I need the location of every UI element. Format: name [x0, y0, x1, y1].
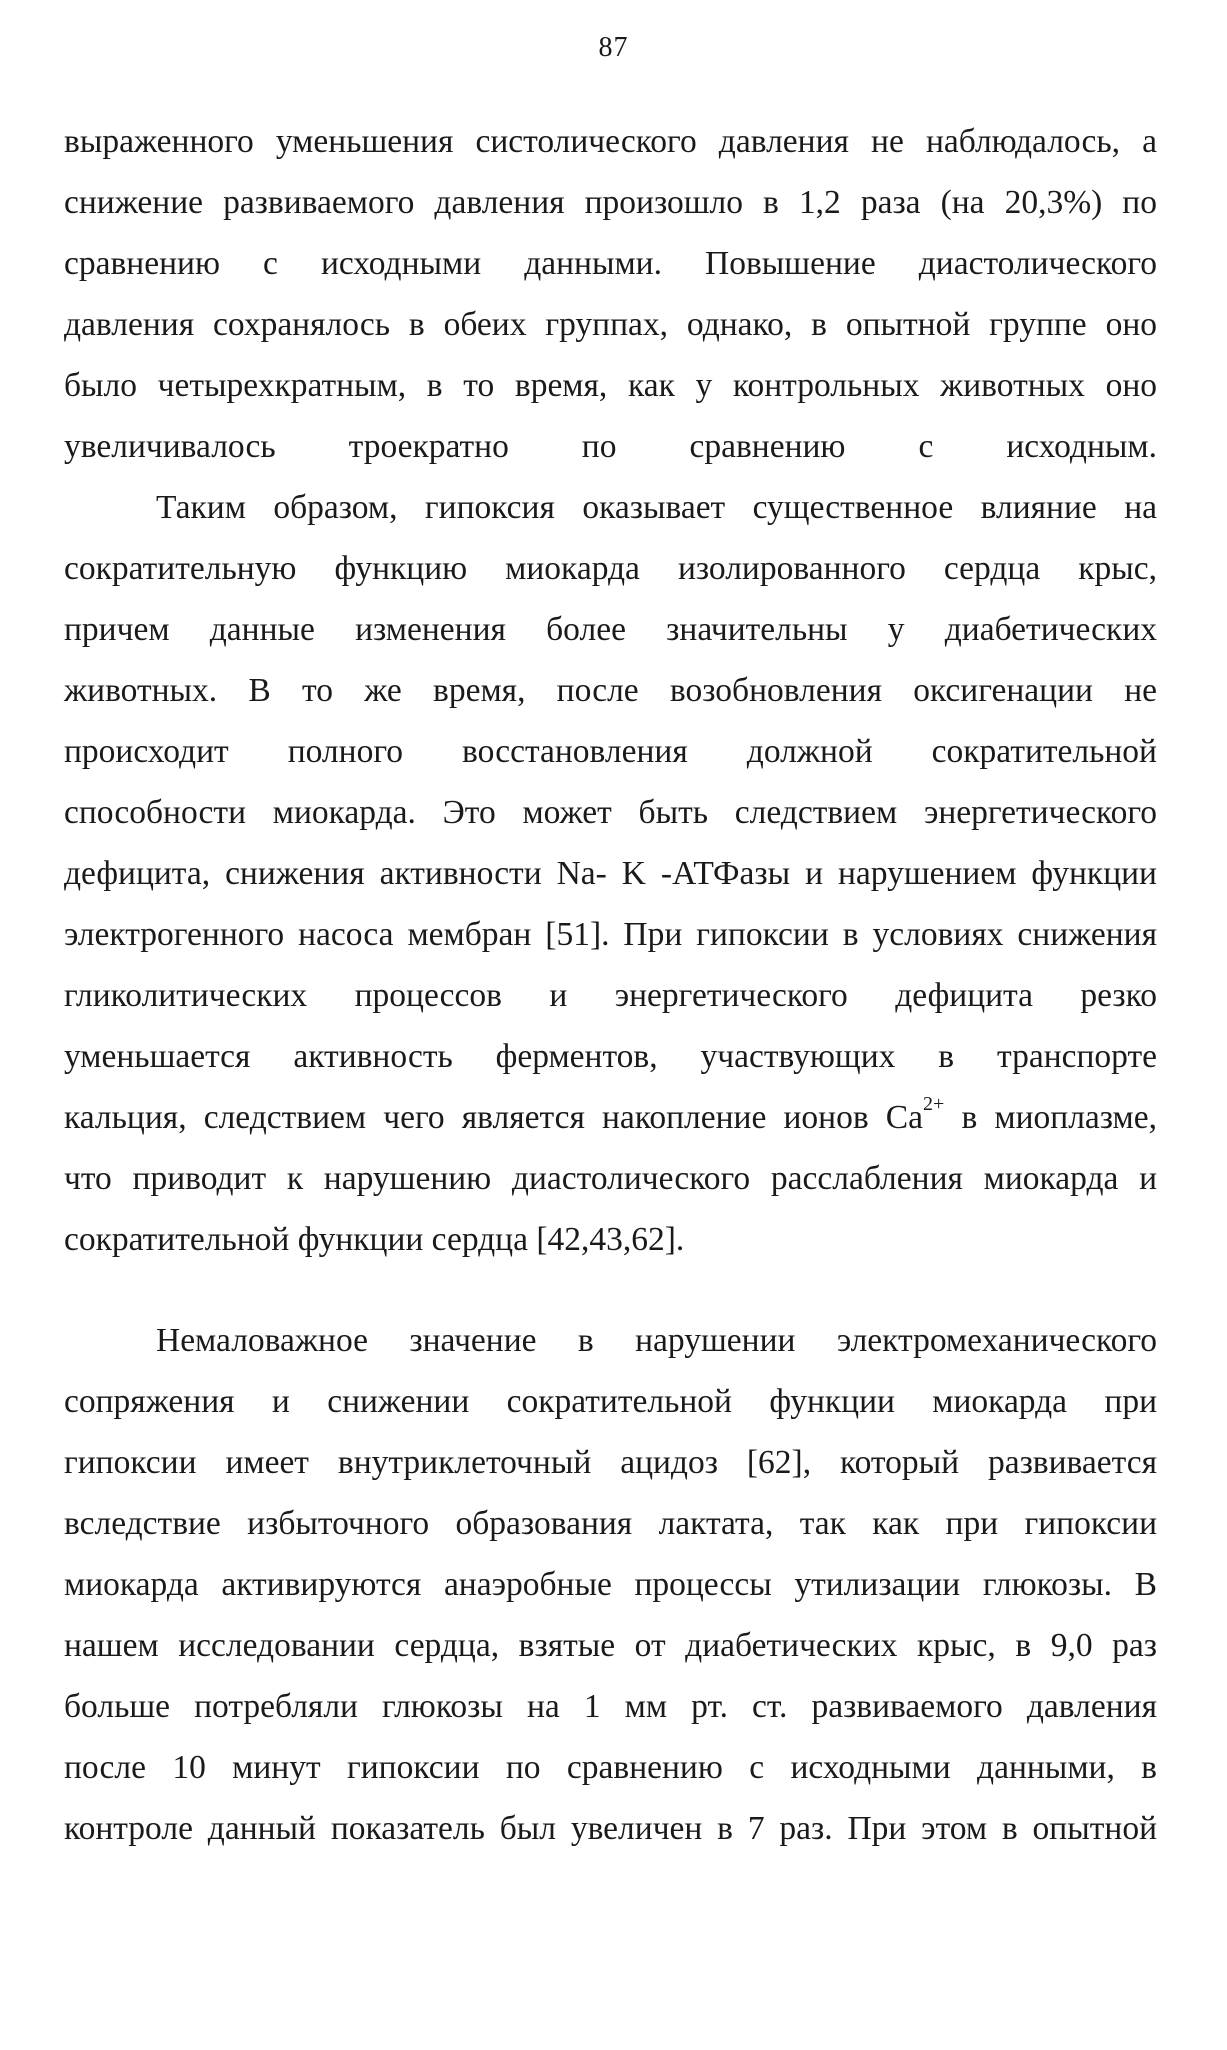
text-line: уменьшается активность ферментов, участвующих в транспорте: [64, 1038, 1157, 1075]
text-line: животных. В то же время, после возобновления оксигенации не: [64, 672, 1157, 709]
text-line: увеличивалось троекратно по сравнению с исходным.: [64, 428, 1157, 465]
text-line: гликолитических процессов и энергетического дефицита резко: [64, 977, 1157, 1014]
text-line: выраженного уменьшения систолического давления не наблюдалось, а: [64, 123, 1157, 160]
text-line: гипоксии имеет внутриклеточный ацидоз [62], который развивается: [64, 1444, 1157, 1481]
text-line: после 10 минут гипоксии по сравнению с исходными данными, в: [64, 1749, 1157, 1786]
text-line: причем данные изменения более значительны у диабетических: [64, 611, 1157, 648]
text-line: было четырехкратным, в то время, как у контрольных животных оно: [64, 367, 1157, 404]
text-line: дефицита, снижения активности Na- K -АТФазы и нарушением функции: [64, 855, 1157, 892]
page-number: 87: [598, 32, 629, 63]
calcium-charge-superscript: 2+: [923, 1093, 945, 1115]
text-line: сократительную функцию миокарда изолированного сердца крыс,: [64, 550, 1157, 587]
main-text-bottom: [64, 1310, 1157, 1859]
text-line: способности миокарда. Это может быть следствием энергетического: [64, 794, 1157, 831]
text-line: сравнению с исходными данными. Повышение диастолического: [64, 245, 1157, 282]
calcium-text-before: кальция, следствием чего является накопление ионов Ca: [64, 1099, 924, 1136]
text-line: контроле данный показатель был увеличен в 7 раз. При этом в опытной: [64, 1810, 1157, 1847]
main-text-top: [64, 111, 1157, 1270]
text-line: давления сохранялось в обеих группах, однако, в опытной группе оно: [64, 306, 1157, 343]
text-line: вследствие избыточного образования лактата, так как при гипоксии: [64, 1505, 1157, 1542]
text-line: нашем исследовании сердца, взятые от диабетических крыс, в 9,0 раз: [64, 1627, 1157, 1664]
text-line: сопряжения и снижении сократительной функции миокарда при: [64, 1383, 1157, 1420]
text-line: что приводит к нарушению диастолического расслабления миокарда и: [64, 1160, 1157, 1197]
text-line: снижение развиваемого давления произошло в 1,2 раза (на 20,3%) по: [64, 184, 1157, 221]
text-line: происходит полного восстановления должной сократительной: [64, 733, 1157, 770]
text-line: электрогенного насоса мембран [51]. При гипоксии в условиях снижения: [64, 916, 1157, 953]
text-line: Таким образом, гипоксия оказывает существенное влияние на: [156, 489, 1157, 526]
text-line: сократительной функции сердца [42,43,62].: [64, 1221, 685, 1258]
text-line: больше потребляли глюкозы на 1 мм рт. ст. развиваемого давления: [64, 1688, 1157, 1725]
text-line: миокарда активируются анаэробные процессы утилизации глюкозы. В: [64, 1566, 1157, 1603]
calcium-text-after: в миоплазме,: [944, 1099, 1157, 1136]
text-line-calcium: [64, 1087, 1157, 1148]
text-line: Немаловажное значение в нарушении электромеханического: [156, 1322, 1157, 1359]
